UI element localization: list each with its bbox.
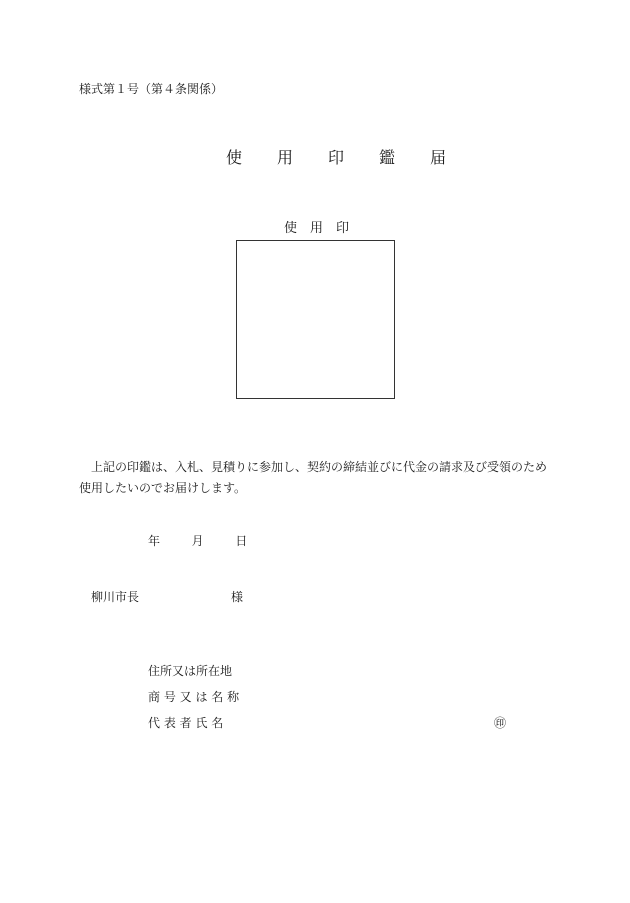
- trade-name-label: 商 号 又 は 名 称: [148, 690, 240, 704]
- declaration-body: 上記の印鑑は、入札、見積りに参加し、契約の締結並びに代金の請求及び受領のため使用したいのでお届けします。: [79, 460, 548, 495]
- date-day: 日: [235, 534, 248, 548]
- addressee-name: 柳川市長: [91, 590, 140, 604]
- addressee-honorific: 様: [231, 590, 244, 604]
- stamp-box: [236, 240, 395, 399]
- declaration-text: [79, 457, 549, 499]
- representative-label: 代 表 者 氏 名: [148, 716, 224, 730]
- date-year: 年: [148, 534, 161, 548]
- stamp-label: 使 用 印: [284, 221, 350, 236]
- seal-mark: ㊞: [494, 716, 507, 730]
- form-number: 様式第１号（第４条関係）: [79, 82, 224, 96]
- document-title: 使 用 印 鑑 届: [226, 148, 448, 167]
- date-month: 月: [191, 534, 204, 548]
- date-line: [148, 532, 247, 549]
- address-label: 住所又は所在地: [148, 664, 233, 678]
